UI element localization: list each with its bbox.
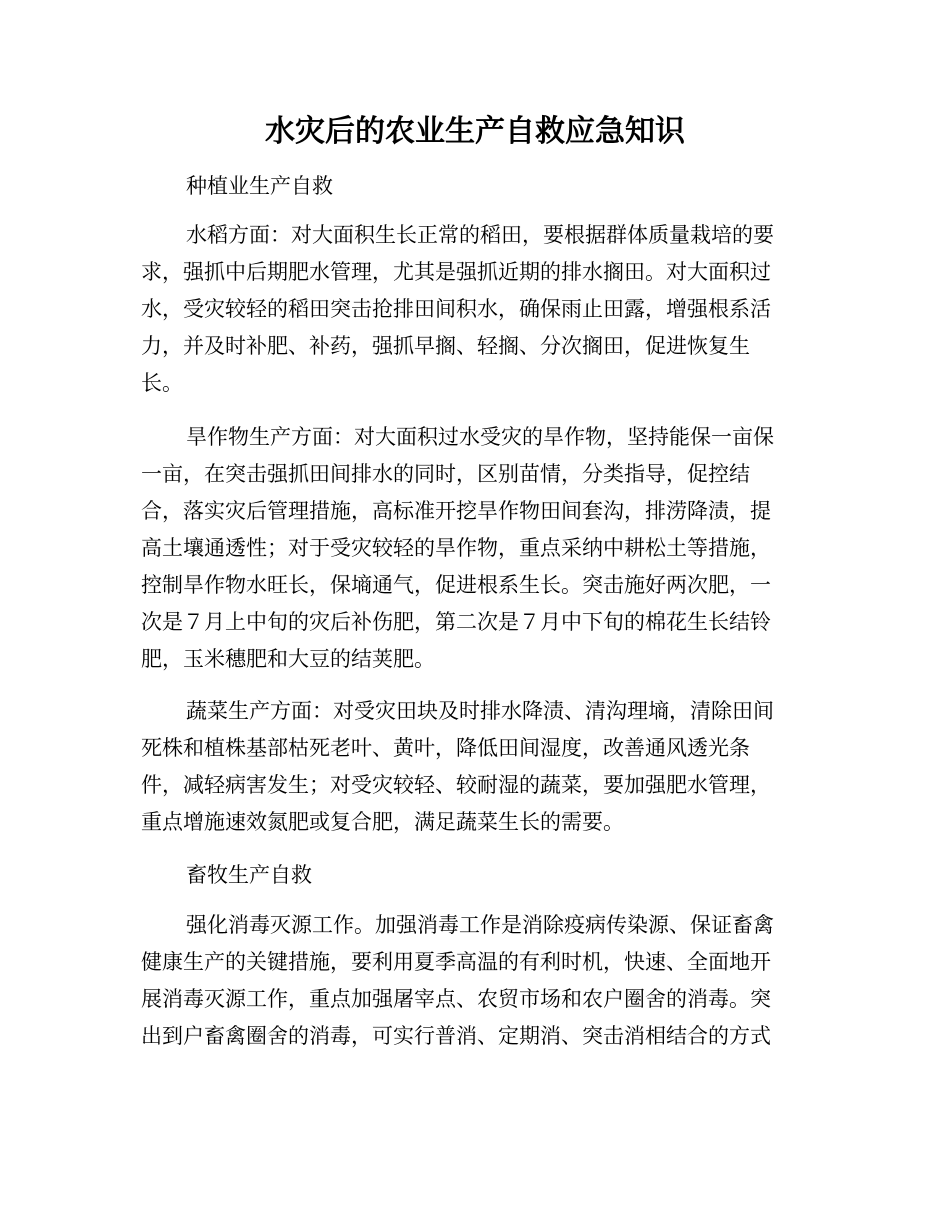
paragraph-line: 出到户畜禽圈舍的消毒，可实行普消、定期消、突击消相结合的方式	[141, 1024, 771, 1048]
section-heading-planting: 种植业生产自救	[186, 174, 333, 198]
paragraph-line: 水，受灾较轻的稻田突击抢排田间积水，确保雨止田露，增强根系活	[141, 297, 771, 321]
paragraph-rice	[141, 217, 795, 402]
paragraph-line: 重点增施速效氮肥或复合肥，满足蔬菜生长的需要。	[141, 810, 624, 834]
paragraph-line: 力，并及时补肥、补药，强抓早搁、轻搁、分次搁田，促进恢复生	[141, 334, 750, 358]
document-title: 水灾后的农业生产自救应急知识	[265, 114, 685, 149]
paragraph-line: 合，落实灾后管理措施，高标准开挖旱作物田间套沟，排涝降渍，提	[141, 499, 771, 523]
paragraph-disinfection	[141, 907, 795, 1055]
paragraph-line: 健康生产的关键措施，要利用夏季高温的有利时机，快速、全面地开	[141, 950, 771, 974]
paragraph-line: 展消毒灭源工作，重点加强屠宰点、农贸市场和农户圈舍的消毒。突	[141, 987, 771, 1011]
paragraph-dryland	[141, 419, 795, 678]
paragraph-line: 水稻方面：对大面积生长正常的稻田，要根据群体质量栽培的要	[186, 223, 774, 247]
paragraph-line: 死株和植株基部枯死老叶、黄叶，降低田间湿度，改善通风透光条	[141, 736, 750, 760]
paragraph-line: 强化消毒灭源工作。加强消毒工作是消除疫病传染源、保证畜禽	[186, 913, 774, 937]
paragraph-line: 次是７月上中旬的灾后补伤肥，第二次是７月中下旬的棉花生长结铃	[141, 610, 771, 634]
paragraph-line: 高土壤通透性；对于受灾较轻的旱作物，重点采纳中耕松土等措施，	[141, 536, 771, 560]
paragraph-line: 蔬菜生产方面：对受灾田块及时排水降渍、清沟理墒，清除田间	[186, 699, 774, 723]
paragraph-line: 肥，玉米穗肥和大豆的结荚肥。	[141, 647, 435, 671]
paragraph-line: 件，减轻病害发生；对受灾较轻、较耐湿的蔬菜，要加强肥水管理，	[141, 773, 771, 797]
paragraph-line: 一亩，在突击强抓田间排水的同时，区别苗情，分类指导，促控结	[141, 462, 750, 486]
paragraph-line: 求，强抓中后期肥水管理，尤其是强抓近期的排水搁田。对大面积过	[141, 260, 771, 284]
section-heading-livestock: 畜牧生产自救	[186, 863, 312, 887]
paragraph-vegetable	[141, 693, 795, 841]
paragraph-line: 旱作物生产方面：对大面积过水受灾的旱作物，坚持能保一亩保	[186, 425, 774, 449]
paragraph-line: 控制旱作物水旺长，保墒通气，促进根系生长。突击施好两次肥，一	[141, 573, 771, 597]
paragraph-line: 长。	[141, 371, 183, 395]
